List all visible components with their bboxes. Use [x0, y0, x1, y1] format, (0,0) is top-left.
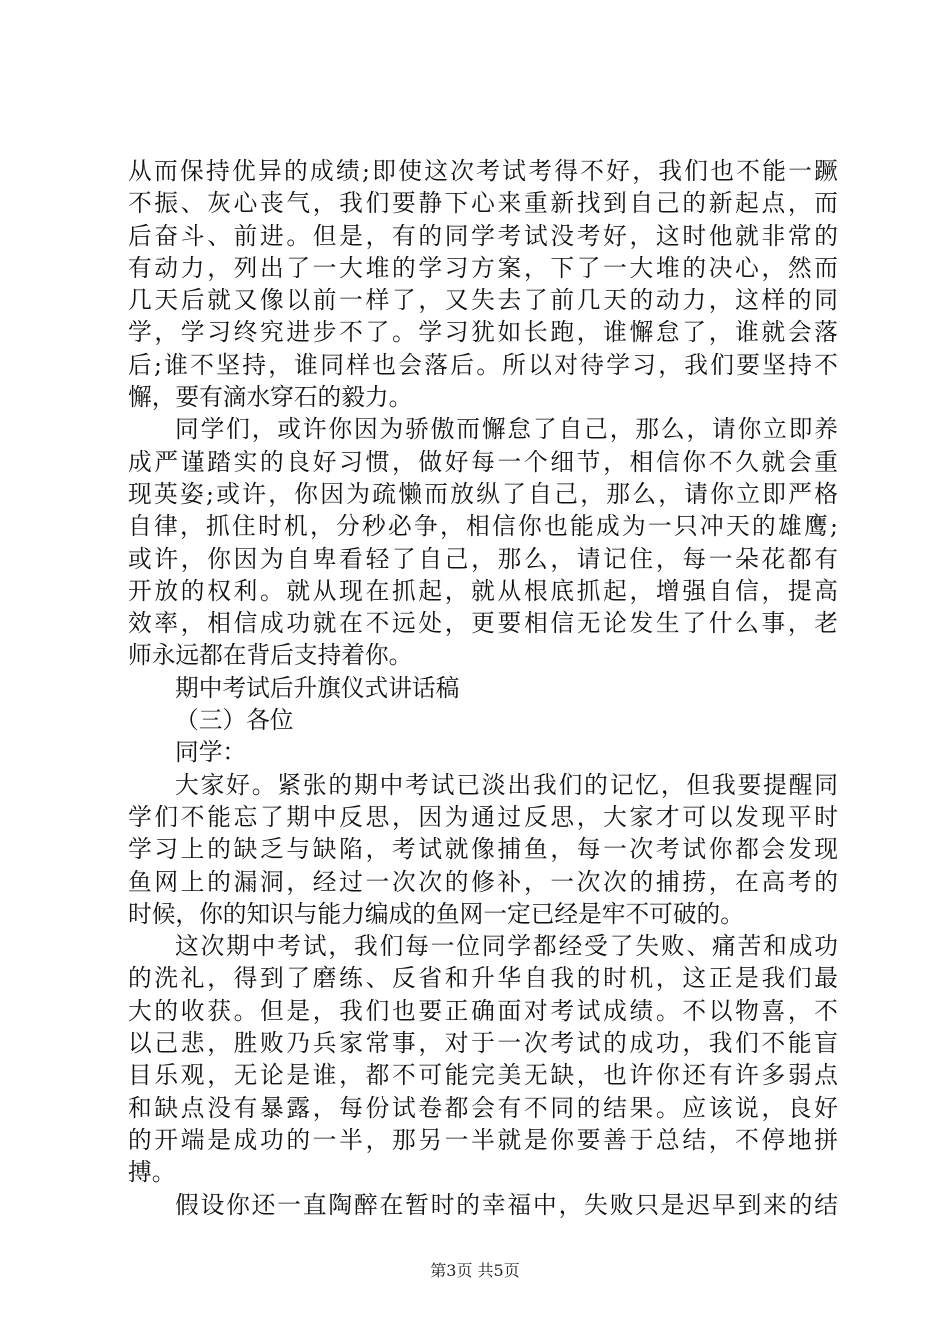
text-line: 师永远都在背后支持着你。 [128, 641, 413, 670]
text-line: 同学们，或许你因为骄傲而懈怠了自己，那么，请你立即养 [175, 415, 838, 444]
page-number: 第3页 共5页 [430, 1261, 520, 1280]
text-line: 鱼网上的漏洞，经过一次次的修补，一次次的捕捞，在高考的 [128, 867, 838, 896]
text-line: 效率，相信成功就在不远处，更要相信无论发生了什么事，老 [128, 609, 838, 638]
text-line: 的开端是成功的一半，那另一半就是你要善于总结，不停地拼 [128, 1125, 838, 1154]
text-line: 后奋斗、前进。但是，有的同学考试没考好，这时他就非常的 [128, 221, 838, 250]
text-line: 不振、灰心丧气，我们要静下心来重新找到自己的新起点，而 [128, 189, 838, 218]
text-line: 目乐观，无论是谁，都不可能完美无缺，也许你还有许多弱点 [128, 1061, 838, 1090]
text-line: 同学： [175, 738, 247, 767]
text-line: 学，学习终究进步不了。学习犹如长跑，谁懈怠了，谁就会落 [128, 318, 838, 347]
text-line: 学们不能忘了期中反思，因为通过反思，大家才可以发现平时 [128, 802, 838, 831]
text-line: 这次期中考试，我们每一位同学都经受了失败、痛苦和成功 [175, 932, 838, 961]
text-line: 学习上的缺乏与缺陷，考试就像捕鱼，每一次考试你都会发现 [128, 835, 838, 864]
text-line: 有动力，列出了一大堆的学习方案，下了一大堆的决心，然而 [128, 253, 838, 282]
text-line: 自律，抓住时机，分秒必争，相信你也能成为一只冲天的雄鹰; [128, 512, 838, 541]
text-line: 的洗礼，得到了磨练、反省和升华自我的时机，这正是我们最 [128, 964, 838, 993]
text-line: 几天后就又像以前一样了，又失去了前几天的动力，这样的同 [128, 286, 838, 315]
text-line: 成严谨踏实的良好习惯，做好每一个细节，相信你不久就会重 [128, 447, 838, 476]
text-line: 大家好。紧张的期中考试已淡出我们的记忆，但我要提醒同 [175, 770, 838, 799]
text-line: 从而保持优异的成绩;即使这次考试考得不好，我们也不能一蹶 [128, 157, 838, 185]
text-line: 懈，要有滴水穿石的毅力。 [128, 383, 413, 412]
text-line: 现英姿;或许，你因为疏懒而放纵了自己，那么，请你立即严格 [128, 479, 838, 508]
text-line: 开放的权利。就从现在抓起，就从根底抓起，增强自信，提高 [128, 576, 838, 605]
section-title: 期中考试后升旗仪式讲话稿 [175, 673, 460, 702]
text-line: 假设你还一直陶醉在暂时的幸福中，失败只是迟早到来的结 [175, 1190, 838, 1219]
text-line: 大的收获。但是，我们也要正确面对考试成绩。不以物喜，不 [128, 996, 838, 1025]
text-line: 时候，你的知识与能力编成的鱼网一定已经是牢不可破的。 [128, 899, 744, 928]
text-line: 后;谁不坚持，谁同样也会落后。所以对待学习，我们要坚持不 [128, 350, 838, 379]
text-line: 和缺点没有暴露，每份试卷都会有不同的结果。应该说，良好 [128, 1093, 838, 1122]
text-line: 或许，你因为自卑看轻了自己，那么，请记住，每一朵花都有 [128, 544, 838, 573]
document-body [128, 155, 838, 1221]
text-line: 以己悲，胜败乃兵家常事，对于一次考试的成功，我们不能盲 [128, 1029, 838, 1058]
text-line: 搏。 [128, 1158, 176, 1187]
text-line: （三）各位 [175, 706, 294, 735]
